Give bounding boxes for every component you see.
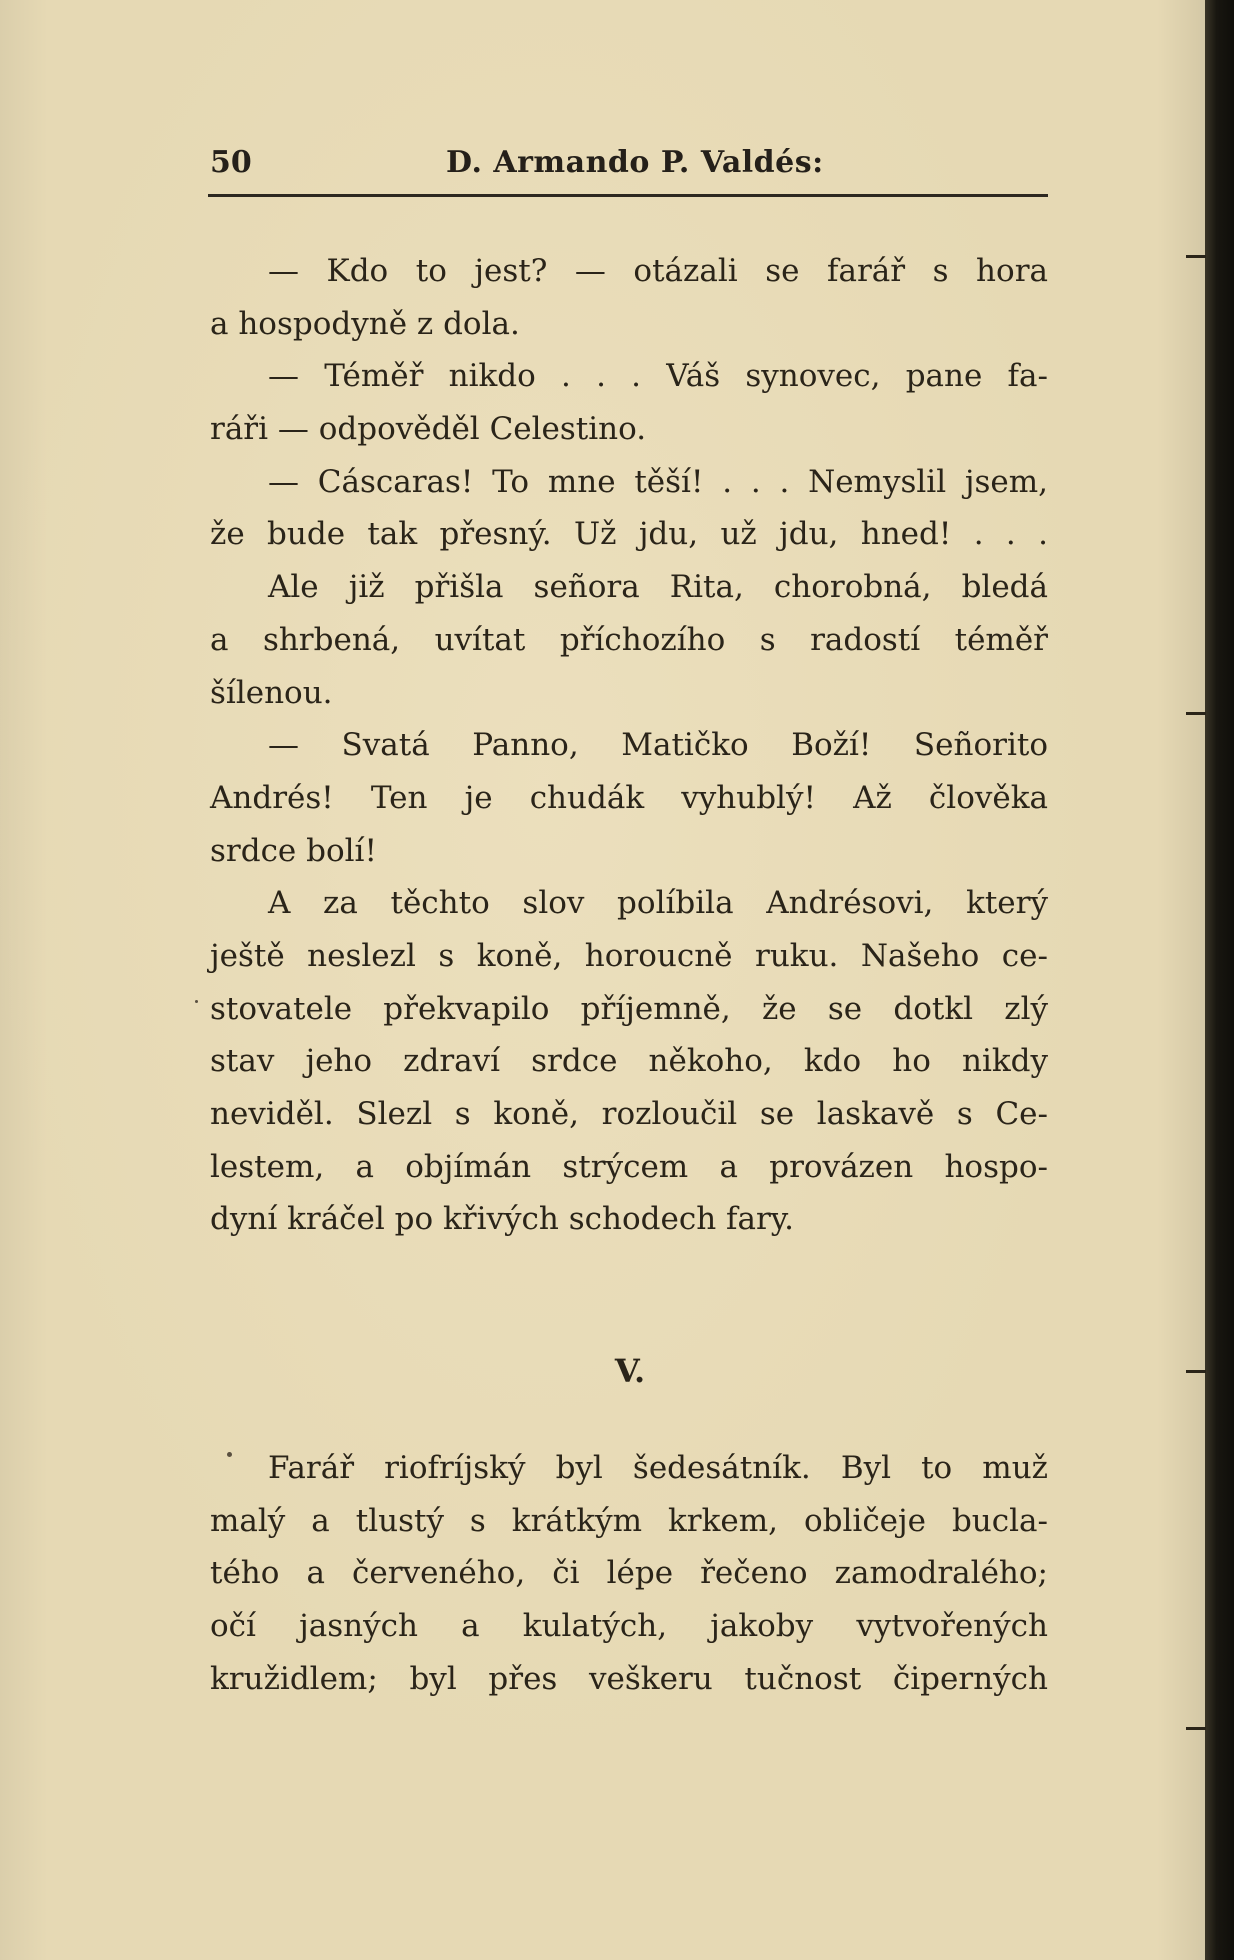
text-line: lestem, a objímán strýcem a provázen hospo- — [210, 1148, 1048, 1185]
text-line: že bude tak přesný. Už jdu, už jdu, hned! . . . — [210, 516, 1048, 553]
text-line: a hospodyně z dola. — [210, 305, 520, 342]
paper-speck — [195, 1000, 198, 1003]
text-line: tého a červeného, či lépe řečeno zamodralého; — [210, 1555, 1048, 1592]
text-line: — Svatá Panno, Matičko Boží! Señorito — [268, 727, 1048, 764]
section-heading: V. — [614, 1352, 646, 1390]
text-line: a shrbená, uvítat příchozího s radostí téměř — [210, 621, 1048, 658]
text-line: stav jeho zdraví srdce někoho, kdo ho nikdy — [210, 1043, 1048, 1080]
body-text — [210, 245, 1048, 1246]
edge-mark — [1186, 1370, 1206, 1373]
text-line: — Cáscaras! To mne těší! . . . Nemyslil jsem, — [268, 463, 1048, 500]
header-rule — [208, 194, 1048, 197]
edge-mark — [1186, 255, 1206, 258]
book-spine-edge — [1205, 0, 1234, 1960]
text-line: Ale již přišla señora Rita, chorobná, bledá — [268, 569, 1048, 606]
page-number: 50 — [210, 145, 252, 180]
text-line: šílenou. — [210, 674, 333, 711]
text-line: ještě neslezl s koně, horoucně ruku. Našeho ce- — [210, 937, 1048, 974]
edge-mark — [1186, 1727, 1206, 1730]
text-line: neviděl. Slezl s koně, rozloučil se laskavě s Ce- — [210, 1096, 1048, 1132]
text-line: ráři — odpověděl Celestino. — [210, 411, 647, 448]
page-header — [210, 145, 1045, 185]
text-line: očí jasných a kulatých, jakoby vytvořených — [210, 1608, 1048, 1645]
text-line: kružidlem; byl přes veškeru tučnost čiperných — [210, 1660, 1048, 1697]
text-line: srdce bolí! — [210, 832, 377, 869]
text-line: stovatele překvapilo příjemně, že se dotkl zlý — [210, 990, 1048, 1027]
text-line: Andrés! Ten je chudák vyhublý! Až člověka — [210, 779, 1048, 816]
text-line: Farář riofríjský byl šedesátník. Byl to muž — [268, 1450, 1048, 1486]
body-text-continued — [210, 1442, 1048, 1705]
text-line: dyní kráčel po křivých schodech fary. — [210, 1201, 795, 1238]
text-line: — Téměř nikdo . . . Váš synovec, pane fa- — [268, 358, 1048, 395]
text-line: — Kdo to jest? — otázali se farář s hora — [268, 253, 1048, 289]
text-line: A za těchto slov políbila Andrésovi, který — [268, 885, 1048, 922]
running-head: D. Armando P. Valdés: — [446, 145, 824, 180]
paper-speck — [227, 1452, 232, 1457]
text-line: malý a tlustý s krátkým krkem, obličeje bucla- — [210, 1502, 1048, 1539]
edge-mark — [1186, 712, 1206, 715]
